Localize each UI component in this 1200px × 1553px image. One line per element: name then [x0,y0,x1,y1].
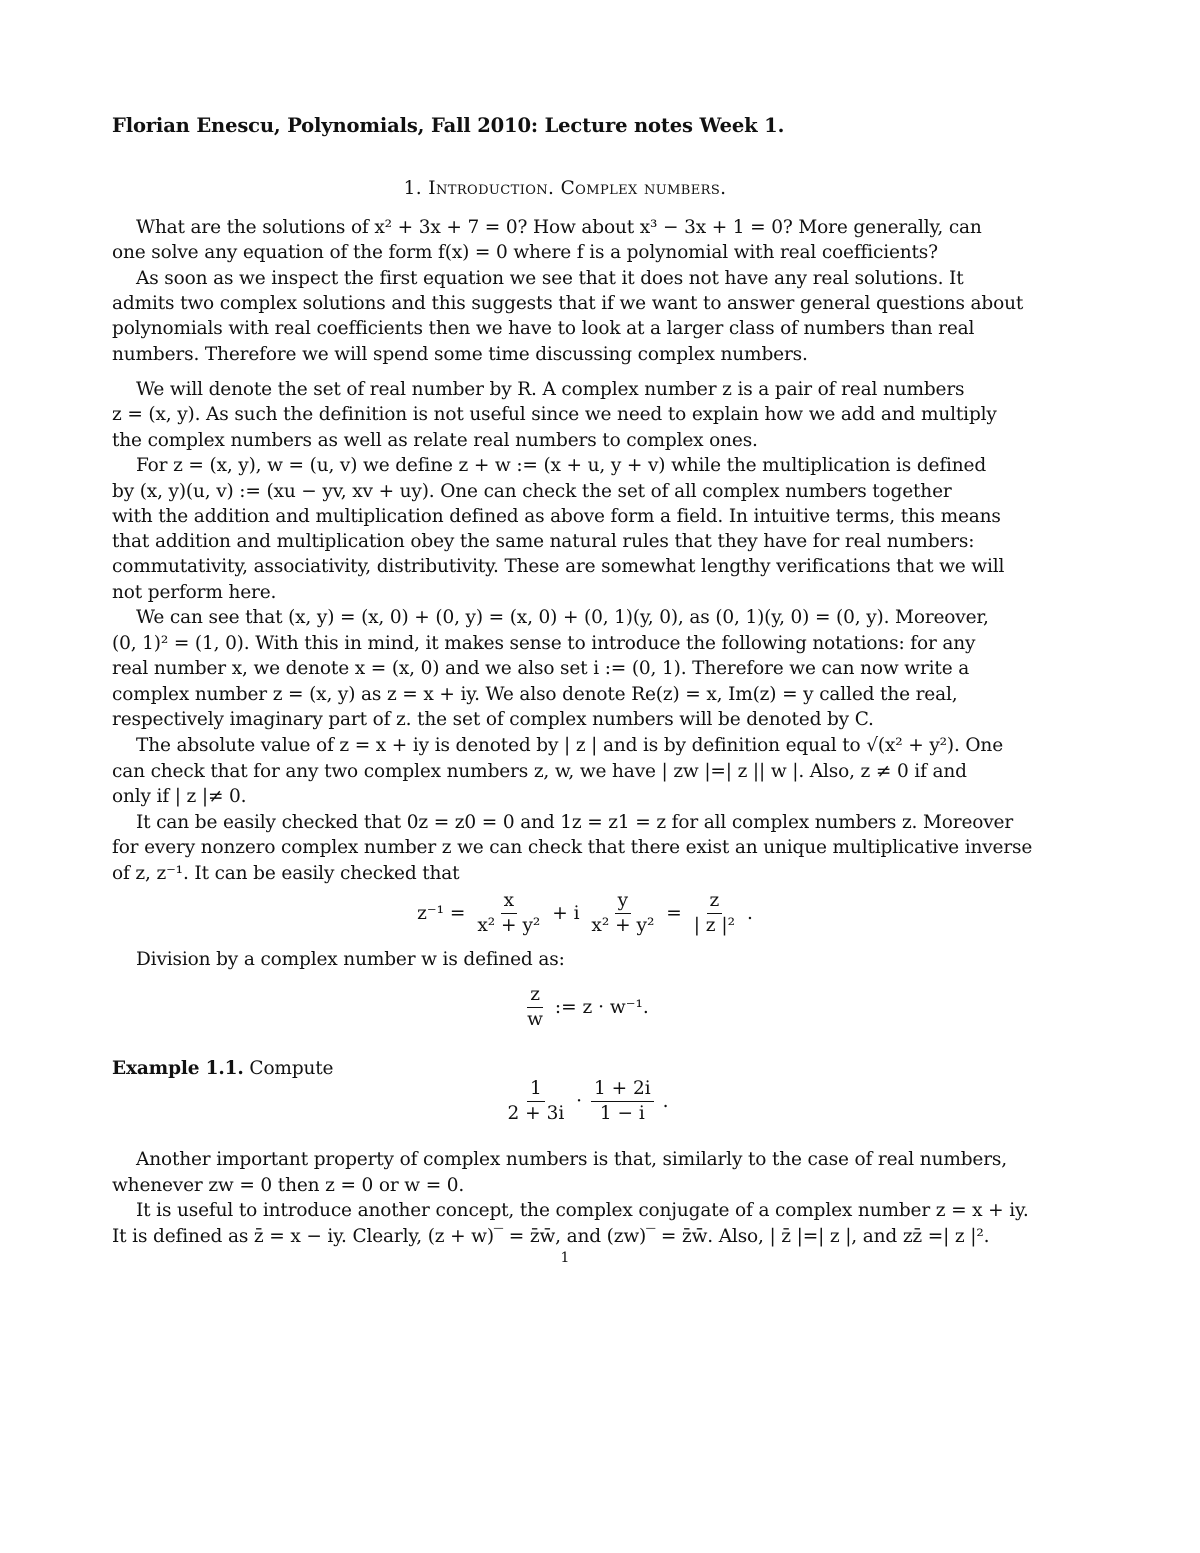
paragraph-line: that addition and multiplication obey the same natural rules that they have for real numbers: [112,531,975,552]
paragraph-line: with the addition and multiplication defined as above form a field. In intuitive terms, this means [112,506,1001,527]
document-title: Florian Enescu, Polynomials, Fall 2010: Lecture notes Week 1. [112,114,785,137]
fraction-numerator: 1 + 2i [591,1078,654,1102]
paragraph-line: commutativity, associativity, distributivity. These are somewhat lengthy verifications that we will [112,556,1005,577]
paragraph-line: We will denote the set of real number by R. A complex number z is a pair of real numbers [136,379,965,400]
section-heading: 1. Introduction. Complex numbers. [403,178,727,199]
paragraph-line: admits two complex solutions and this suggests that if we want to answer general questions about [112,293,1024,314]
example-equation [132,1078,1038,1125]
fraction-denominator: w [527,1009,544,1030]
paragraph-line: whenever zw = 0 then z = 0 or w = 0. [112,1175,465,1196]
fraction [591,1078,654,1125]
fraction-numerator: x [501,890,517,914]
fraction-denominator: | z |² [693,915,736,936]
equation-term: . [746,903,753,924]
paragraph-line: can check that for any two complex numbers z, w, we have | zw |=| z || w |. Also, z ≠ 0 if and [112,761,967,782]
equation-term: + i [552,903,580,924]
paragraph-line: Division by a complex number w is defined as: [136,949,565,970]
division-equation [132,984,1038,1031]
inverse-equation [132,890,1038,937]
fraction-numerator: y [615,890,631,914]
fraction-denominator: 2 + 3i [507,1103,565,1124]
equation-term: z⁻¹ = [417,903,466,924]
equation-term: . [662,1091,669,1112]
paragraph-line: We can see that (x, y) = (x, 0) + (0, y) = (x, 0) + (0, 1)(y, 0), as (0, 1)(y, 0) = (0, y). Moreover, [136,607,989,628]
equation-term: · [576,1091,583,1112]
paragraph-line: As soon as we inspect the first equation we see that it does not have any real solutions. It [136,268,964,289]
paragraph-line: for every nonzero complex number z we can check that there exist an unique multiplicative inverse [112,837,1033,858]
fraction-denominator: 1 − i [599,1103,645,1124]
fraction-denominator: x² + y² [591,915,655,936]
paragraph-line: It is defined as z̄ = x − iy. Clearly, (z + w)‾ = z̄w̄, and (zw)‾ = z̄w̄. Also, | z̄ |=| z |, and zz̄ =| z |². [112,1226,990,1247]
fraction [524,984,546,1031]
example-text: Compute [243,1058,334,1079]
fraction [505,1078,568,1125]
paragraph-line: real number x, we denote x = (x, 0) and we also set i := (0, 1). Therefore we can now write a [112,658,970,679]
paragraph-line: complex number z = (x, y) as z = x + iy. We also denote Re(z) = x, Im(z) = y called the real, [112,684,958,705]
paragraph-line: Another important property of complex numbers is that, similarly to the case of real numbers, [136,1149,1007,1170]
paragraph-line: What are the solutions of x² + 3x + 7 = 0? How about x³ − 3x + 1 = 0? More generally, can [136,217,982,238]
paragraph-line: z = (x, y). As such the definition is not useful since we need to explain how we add and multiply [112,404,997,425]
fraction-numerator: 1 [527,1078,545,1102]
paragraph-line: only if | z |≠ 0. [112,786,247,807]
paragraph-line: respectively imaginary part of z. the set of complex numbers will be denoted by C. [112,709,874,730]
paragraph-line: polynomials with real coefficients then we have to look at a larger class of numbers than real [112,318,975,339]
example-label: Example 1.1. [112,1058,244,1079]
paragraph-line: For z = (x, y), w = (u, v) we define z + w := (x + u, y + v) while the multiplication is defined [136,455,987,476]
fraction-numerator: z [707,890,723,914]
fraction-denominator: x² + y² [477,915,541,936]
paragraph-line: one solve any equation of the form f(x) = 0 where f is a polynomial with real coefficients? [112,242,938,263]
equation-term: := z · w⁻¹. [554,997,649,1018]
paragraph-line: It can be easily checked that 0z = z0 = 0 and 1z = z1 = z for all complex numbers z. Moreover [136,812,1014,833]
page-number: 1 [560,1250,570,1266]
paragraph-line: The absolute value of z = x + iy is denoted by | z | and is by definition equal to √(x² + y²). One [136,735,1003,756]
paragraph-line: by (x, y)(u, v) := (xu − yv, xv + uy). One can check the set of all complex numbers together [112,481,952,502]
paragraph-line: It is useful to introduce another concept, the complex conjugate of a complex number z = x + iy. [136,1200,1029,1221]
fraction-numerator: z [527,984,543,1008]
paragraph-line: the complex numbers as well as relate real numbers to complex ones. [112,430,758,451]
fraction [588,890,657,937]
paragraph-line: not perform here. [112,582,277,603]
fraction [691,890,738,937]
paragraph-line: (0, 1)² = (1, 0). With this in mind, it makes sense to introduce the following notations: for any [112,633,976,654]
paragraph-line: numbers. Therefore we will spend some time discussing complex numbers. [112,344,808,365]
fraction [474,890,543,937]
paragraph-line: of z, z⁻¹. It can be easily checked that [112,863,460,884]
equation-term: = [666,903,682,924]
